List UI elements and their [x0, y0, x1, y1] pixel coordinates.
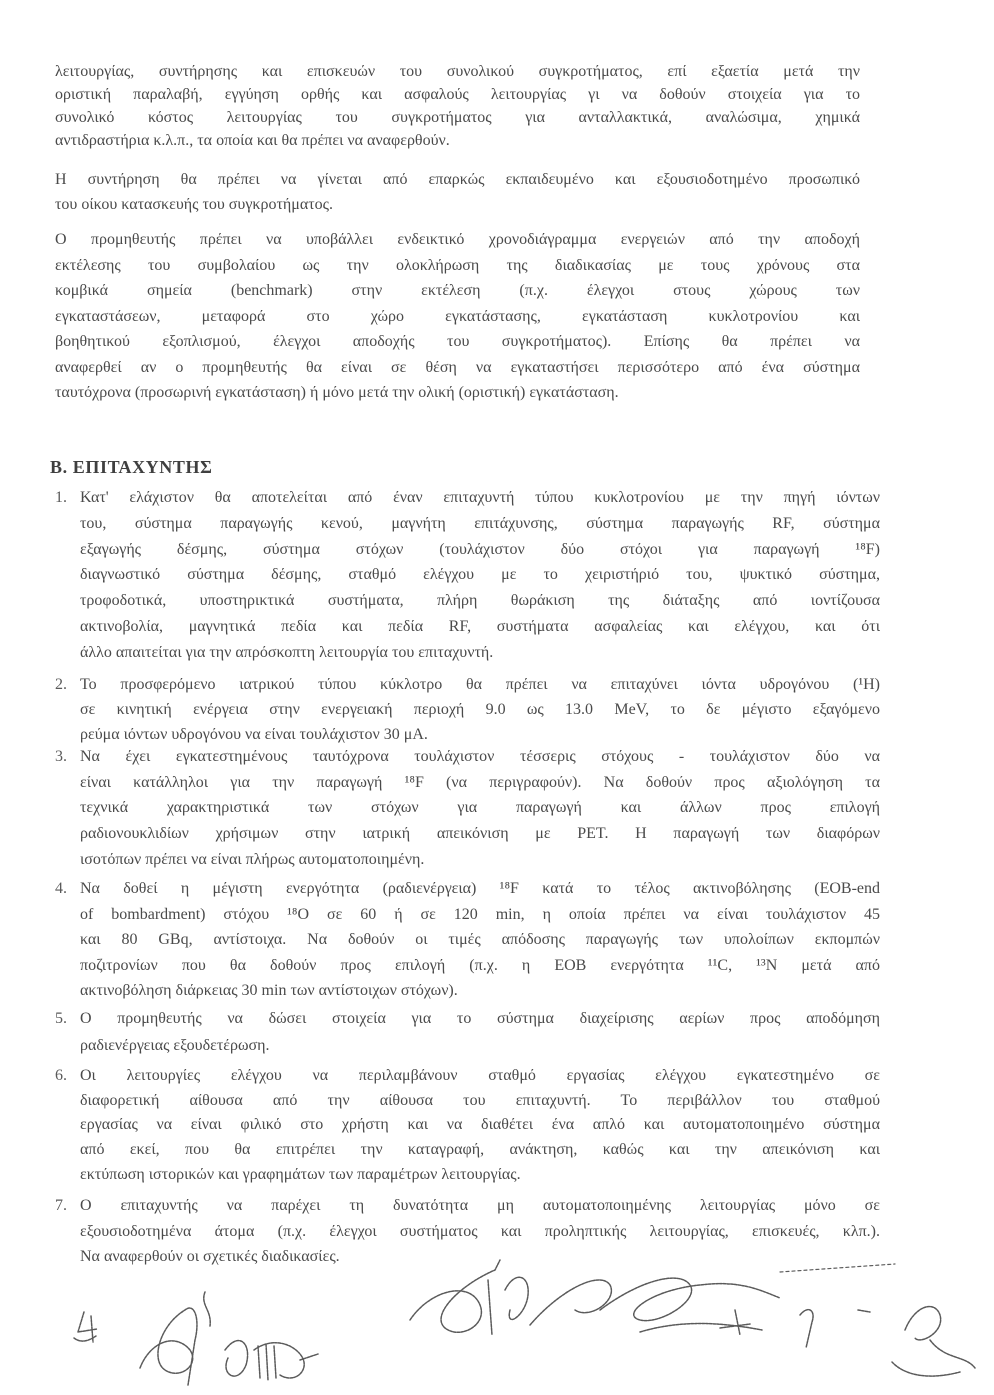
list-item-number: 6. — [55, 1067, 67, 1084]
list-item-line: Να έχει εγκατεστημένους ταυτόχρονα τουλάχιστον τέσσερις στόχους - τουλάχιστον δύο να — [80, 748, 880, 765]
list-item-line: ακτινοβολία, μαγνητικά πεδία και πεδία RF, συστήματα ασφαλείας και ελέγχου, και ότι — [80, 617, 880, 635]
paragraph-line: συνολικό κόστος λειτουργίας του συγκροτήματος για ανταλλακτικά, αναλώσιμα, χημικά — [55, 109, 860, 126]
paragraph-line: αντιδραστήρια κ.λ.π., τα οποία και θα πρέπει να αναφερθούν. — [55, 132, 450, 149]
list-item-line: διαγνωστικό σύστημα δέσμης, σταθμό ελέγχου με το χειριστήριό του, ψυκτικό σύστημα, — [80, 566, 880, 584]
list-item-line: Να δοθεί η μέγιστη ενεργότητα (ραδιενέργεια) ¹⁸F κατά το τέλος ακτινοβόλησης (EOB-end — [80, 880, 880, 897]
list-item-line: εκτύπωση ιστορικών και γραφημάτων των παραμέτρων λειτουργίας. — [80, 1165, 521, 1183]
list-item-line: Κατ' ελάχιστον θα αποτελείται από έναν επιταχυντή τύπου κυκλοτρονίου με την πηγή ιόντων — [80, 489, 880, 506]
list-item-line: ραδιενέργειας εξουδετέρωση. — [80, 1037, 270, 1054]
list-item-line: of bombardment) στόχου ¹⁸O σε 60 ή σε 120 min, η οποία πρέπει να είναι τουλάχιστον 45 — [80, 905, 880, 923]
paragraph-line: βοηθητικού εξοπλισμού, έλεγχοι αποδοχής του συγκροτήματος). Επίσης θα πρέπει να — [55, 333, 860, 350]
list-item-line: ακτινοβόληση διάρκειας 30 min των αντίστοιχων στόχων). — [80, 982, 458, 999]
list-item-3 — [55, 744, 880, 872]
list-item-number: 3. — [55, 748, 67, 765]
list-item-line: Οι λειτουργίες ελέγχου να περιλαμβάνουν σταθμό εργασίας ελέγχου εγκατεστημένο σε — [80, 1067, 880, 1084]
list-item-line: Ο επιταχυντής να παρέχει τη δυνατότητα μη αυτοματοποιημένης λειτουργίας μόνο σε — [80, 1197, 880, 1214]
list-item-line: Ο προμηθευτής να δώσει στοιχεία για το σύστημα διαχείρισης αερίων προς αποδόμηση — [80, 1010, 880, 1027]
paragraph-line: Η συντήρηση θα πρέπει να γίνεται από επαρκώς εκπαιδευμένο και εξουσιοδοτημένο προσωπικό — [55, 171, 860, 188]
paragraph-maintenance-staff — [55, 167, 860, 217]
list-item-line: εργασίας να είναι φιλικό στο χρήστη και να διαθέτει ένα απλό και αυτοματοποιημένο σύστημα — [80, 1116, 880, 1134]
paragraph-schedule — [55, 227, 860, 406]
list-item-number: 2. — [55, 676, 67, 693]
list-item-number: 5. — [55, 1010, 67, 1027]
list-item-line: άλλο απαιτείται για την απρόσκοπτη λειτουργία του επιταχυντή. — [80, 643, 494, 661]
list-item-line: εξουσιοδοτημένα άτομα (π.χ. έλεγχοι συστήματος και προληπτικής λειτουργίας, επισκευές, κλπ.). — [80, 1222, 880, 1240]
section-heading: Β. ΕΠΙΤΑΧΥΝΤΗΣ — [50, 457, 213, 477]
list-item-line: Το προσφερόμενο ιατρικού τύπου κύκλοτρο θα πρέπει να επιταχύνει ιόντα υδρογόνου (¹H) — [80, 676, 880, 693]
initial-mark — [74, 1312, 97, 1342]
list-item-line: και 80 GBq, αντίστοιχα. Να δοθούν οι τιμές απόδοσης παραγωγής των υπολοίπων εκπομπών — [80, 931, 880, 948]
signature-3 — [858, 1307, 975, 1377]
signatures-area — [0, 1250, 994, 1395]
list-item-5 — [55, 1005, 880, 1059]
list-item-line: διαφορετική αίθουσα από την αίθουσα του επιταχυντή. Το περιβάλλον του σταθμού — [80, 1091, 880, 1109]
paragraph-line: εκτέλεσης του συμβολαίου ως την ολοκλήρωση της διαδικασίας με τους χρόνους στα — [55, 256, 860, 274]
paragraph-line: κομβικά σημεία (benchmark) στην εκτέλεση (π.χ. έλεγχοι στους χώρους των — [55, 282, 860, 299]
list-item-line: είναι κατάλληλοι για την παραγωγή ¹⁸F (να περιγραφούν). Να δοθούν προς αξιολόγηση τα — [80, 773, 880, 791]
paragraph-maintenance-costs — [55, 60, 860, 152]
list-item-6 — [55, 1064, 880, 1187]
list-item-1 — [55, 485, 880, 666]
signature-1 — [140, 1292, 318, 1385]
paragraph-line: ταυτόχρονα (προσωρινή εγκατάσταση) ή μόνο μετά την ολική (οριστική) εγκατάσταση. — [55, 384, 619, 401]
list-item-line: του, σύστημα παραγωγής κενού, μαγνήτη επιτάχυνσης, σύστημα παραγωγής RF, σύστημα — [80, 514, 880, 532]
paragraph-line: οριστική παραλαβή, εγγύηση ορθής και ασφαλούς λειτουργίας γι να δοθούν στοιχεία για το — [55, 86, 860, 103]
list-item-2 — [55, 672, 880, 747]
paragraph-line: του οίκου κατασκευής του συγκροτήματος. — [55, 196, 333, 213]
list-item-number: 7. — [55, 1197, 67, 1214]
list-item-line: τροφοδοτικά, υποστηρικτικά συστήματα, πλήρη θωράκιση της διάταξης από ιοντίζουσα — [80, 592, 880, 610]
paragraph-line: λειτουργίας, συντήρησης και επισκευών του συνολικού συγκροτήματος, επί εξαετία μετά την — [55, 63, 860, 80]
list-item-number: 4. — [55, 880, 67, 897]
list-item-number: 1. — [55, 489, 67, 506]
list-item-4 — [55, 876, 880, 1004]
list-item-line: τεχνικά χαρακτηριστικά των στόχων για παραγωγή και άλλων προς επιλογή — [80, 799, 880, 817]
signature-2 — [410, 1260, 813, 1348]
list-item-line: Να αναφερθούν οι σχετικές διαδικασίες. — [80, 1248, 340, 1265]
list-item-line: εξαγωγής δέσμης, σύστημα στόχων (τουλάχιστον δύο στόχοι για παραγωγή ¹⁸F) — [80, 540, 880, 558]
list-item-line: ρεύμα ιόντων υδρογόνου να είναι τουλάχιστον 30 μA. — [80, 726, 428, 743]
paragraph-line: Ο προμηθευτής πρέπει να υποβάλλει ενδεικτικό χρονοδιάγραμμα ενεργειών από την αποδοχή — [55, 231, 860, 248]
list-item-line: ραδιονουκλιδίων χρήσιμων στην ιατρική απεικόνιση με PET. Η παραγωγή των διαφόρων — [80, 825, 880, 843]
paragraph-line: εγκαταστάσεων, μεταφορά στο χώρο εγκατάστασης, εγκατάσταση κυκλοτρονίου και — [55, 307, 860, 325]
signature-line — [780, 1264, 895, 1272]
list-item-line: σε κινητική ενέργεια στην ενεργειακή περιοχή 9.0 ως 13.0 MeV, το δε μέγιστο εξαγόμενο — [80, 701, 880, 718]
list-item-line: από εκεί, που θα επιτρέπει την καταγραφή, ανάκτηση, καθώς και την απεικόνιση και — [80, 1141, 880, 1159]
list-item-line: ποζιτρονίων που θα δοθούν προς επιλογή (π.χ. η EOB ενεργότητα ¹¹C, ¹³N μετά από — [80, 956, 880, 974]
list-item-line: ισοτόπων πρέπει να είναι πλήρως αυτοματοποιημένη. — [80, 850, 425, 868]
paragraph-line: αναφερθεί αν ο προμηθευτής θα είναι σε θέση να εγκαταστήσει περισσότερο από ένα σύστημα — [55, 358, 860, 376]
